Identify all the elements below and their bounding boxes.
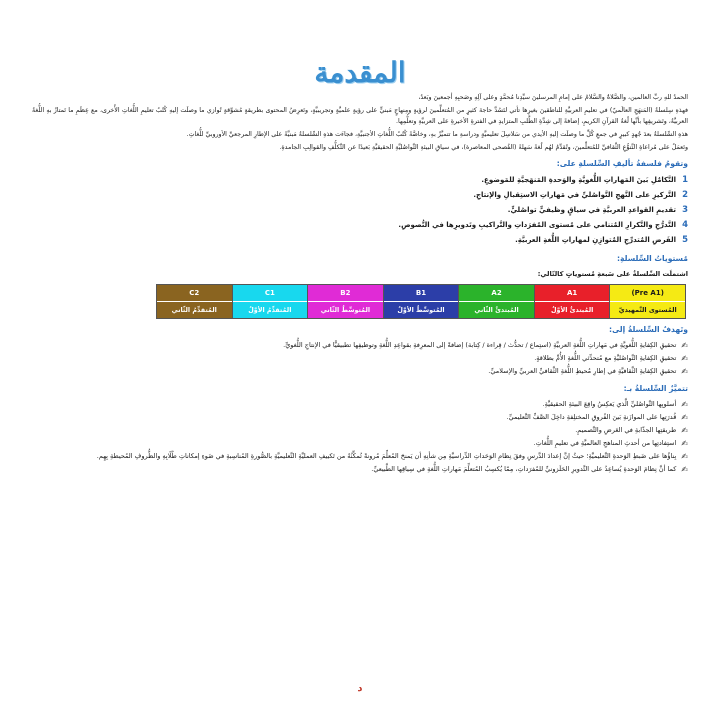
item-text: أسلوبِها التَّواصُليِّ الَّذي يَعكِسُ واقِعَ البيئةِ الحقيقيَّةِ.: [542, 400, 677, 408]
level-code: B2: [340, 289, 351, 297]
level-cell-a1: [534, 285, 610, 318]
level-code: A1: [566, 289, 578, 297]
level-code: (Pre A1): [631, 289, 664, 297]
item-text: تحقيقِ الكِفايةِ اللُّغويَّةِ في مَهاراتِ اللُّغةِ العربيَّةِ (استِماع / تحدُّث / قِراءة / كِتابة) إضافةً إلى المعرِفةِ بقواعِدِ اللُّغةِ وتوظيفِها تطبيقيًّا في الإنتاجِ اللُّغويِّ.: [283, 341, 677, 349]
item-text: التَّكامُلِ بَينَ المَهاراتِ اللُّغويَّةِ والوَحدةِ المَنهَجيَّةِ للمَوضوعِ.: [481, 176, 676, 184]
intro-paragraph-1: فهذهِ سِلسلةُ (المَنهَجِ العالَميّ) في تعليمِ العربيَّةِ للناطقينَ بغيرِها تأتي لتَسُدَّ حاجةَ كثيرٍ من المُتعلِّمينَ لرؤيةٍ ومِنهاجٍ مَبنيٍّ على رؤيةٍ علميَّةٍ وتجريبيَّةٍ، وتَعرِضُ المحتوى بطريقةٍ مُشوِّقةٍ تُوازي ما وصلَت إليهِ كُتُبُ تعليمِ اللُّغاتِ الأُخرى، مع عِظَمِ ما تَمتازُ بهِ اللُّغةُ العربيَّةُ، وتَشريفِها بأنَّها لُغةُ القرآنِ الكريمِ، إضافةً إلى شِدَّةِ الطَّلبِ المتزايدِ في الفترةِ الأخيرةِ على العربيَّةِ وتعلُّمِها.: [32, 107, 688, 125]
level-name: المُستوى التَّمهيديّ: [610, 301, 685, 318]
list-item: [32, 352, 688, 365]
level-cell-pre-a1: [609, 285, 685, 318]
item-number: 3: [682, 205, 688, 215]
list-item: [32, 411, 688, 424]
item-number: 1: [682, 175, 688, 185]
goals-list: [32, 339, 688, 378]
level-cell-c2: [157, 285, 232, 318]
level-name: المُتوسِّطُ الأوَّلُ: [384, 301, 459, 318]
goals-heading: وتَهدفُ السِّلسلةُ إلى:: [609, 325, 688, 334]
item-text: تقديمِ القواعدِ العربيَّةِ في سياقٍ وظيفيٍّ تواصُليٍّ.: [507, 206, 676, 214]
pencil-check-icon: ✍: [681, 400, 688, 409]
item-text: استِفادتِها من أحدثِ المناهجِ العالميَّةِ في تعليمِ اللُّغاتِ.: [533, 439, 677, 447]
intro-paragraph-2: هذهِ السِّلسلةُ بعدَ جُهدٍ كبيرٍ في جمعِ كُلِّ ما وصلَت إليهِ الأيدي من سَلاسِلَ تعليميَّةٍ ودراسةِ ما تتميَّزُ بهِ، وخاصَّةً كُتُبُ اللُّغاتِ الأجنبيَّةِ، فجاءَت هذهِ السِّلسلةُ مَبنيَّةً على الإطارِ المرجعيِّ الأوروبيِّ للُّغاتِ.: [186, 131, 688, 138]
pencil-check-icon: ✍: [681, 354, 688, 363]
level-name: المُبتدئُ الثّاني: [459, 301, 534, 318]
levels-intro: اشتملَت السِّلسلةُ على سَبعةِ مُستوياتٍ كالتّالي:: [537, 270, 688, 278]
pencil-check-icon: ✍: [681, 426, 688, 435]
intro-opening: الحمدُ للهِ ربِّ العالمين، والصَّلاةُ والسَّلامُ على إمامِ المرسلينَ سيِّدِنا مُحمَّدٍ وعلى آلِهِ وصَحبِهِ أجمعينَ وبَعدُ،: [418, 94, 688, 101]
list-item: [32, 188, 688, 203]
level-code: C2: [189, 289, 200, 297]
list-item: [32, 365, 688, 378]
list-item: [32, 424, 688, 437]
item-text: طريقتِها الجذّابةِ في العَرضِ والتَّصميمِ.: [575, 426, 677, 434]
foundations-heading: وتقومُ فلسفةُ تأليفِ السِّلسلةِ على:: [556, 159, 688, 168]
list-item: [32, 173, 688, 188]
features-list: [32, 398, 688, 476]
level-cell-a2: [458, 285, 534, 318]
level-code: B1: [415, 289, 427, 297]
level-name: المُتوسِّطُ الثّاني: [308, 301, 383, 318]
item-text: التَّركيزِ على النَّهجِ التَّواصُليِّ في مَهاراتِ الاستِقبالِ والإنتاجِ.: [473, 191, 676, 199]
pencil-check-icon: ✍: [681, 452, 688, 461]
item-text: الفَرضِ المُتدرِّجِ المُتوازِنِ لمهاراتِ اللُّغةِ العربيَّةِ.: [515, 236, 676, 244]
features-heading: تتميَّزُ السِّلسلةُ بـ:: [623, 384, 688, 393]
page-number: د: [357, 683, 363, 694]
pencil-check-icon: ✍: [681, 439, 688, 448]
level-name: المُتقدِّمُ الأوَّلُ: [233, 301, 308, 318]
pencil-check-icon: ✍: [681, 413, 688, 422]
list-item: [32, 463, 688, 476]
pencil-check-icon: ✍: [681, 341, 688, 350]
level-cell-b1: [383, 285, 459, 318]
level-cell-b2: [307, 285, 383, 318]
item-text: تحقيقِ الكِفايةِ الثَّقافيَّةِ في إطارِ مُحيطِ اللُّغةِ الثَّقافيِّ العربيِّ والإسلاميِّ.: [488, 367, 677, 375]
levels-heading: مُستوياتُ السِّلسلةِ:: [616, 254, 688, 263]
level-code: C1: [264, 289, 275, 297]
list-item: [32, 339, 688, 352]
levels-table: [156, 284, 686, 319]
list-item: [32, 450, 688, 463]
level-name: المُبتدئُ الأوَّلُ: [535, 301, 610, 318]
item-number: 4: [682, 220, 688, 230]
pencil-check-icon: ✍: [681, 465, 688, 474]
list-item: [32, 203, 688, 218]
item-text: قُدرَتِها على الموازَنةِ بَينَ الفُروقِ المختلِفةِ داخِلَ الصَّفِّ التَّعليميِّ.: [506, 413, 677, 421]
level-name: المُتقدِّمُ الثّاني: [157, 301, 232, 318]
item-number: 2: [682, 190, 688, 200]
list-item: [32, 437, 688, 450]
list-item: [32, 218, 688, 233]
item-text: بِناؤُها على ضَبطِ الوَحدةِ التَّعليميَّةِ؛ حيثُ إنَّ إعدادَ الدَّرسِ وفقَ نِظامِ الوَحَداتِ الدِّراسيَّةِ مِن شأنِهِ أن يَمنحَ المُعلِّمَ مُرونةً تُمكِّنُهُ من تَكييفِ العمليَّةِ التَّعليميَّةِ بالصُّورةِ المُناسِبةِ في ضَوءِ إمكاناتِ طُلّابِهِ والظُّروفِ المُحيطةِ بِهِم.: [96, 452, 677, 460]
page: [32, 54, 688, 694]
item-text: التَّدرُّجِ والتَّكرارِ المُتنامي على مُستوى المُفرَداتِ والتَّراكيبِ وتَدويرِها في النُّصوصِ.: [398, 221, 676, 229]
item-number: 5: [682, 235, 688, 245]
item-text: تحقيقِ الكِفايةِ التَّواصُليَّةِ مع مُتحدِّثي اللُّغةِ الأُمِّ بطلاقةٍ.: [534, 354, 677, 362]
intro-paragraph-3: وتَعمَلُ على مُراعاةِ التَّنوُّعِ الثَّقافيِّ للمُتعلِّمينَ، وتُقدِّمُ لهُم لُغةً سَهلةً (الفُصحى المعاصرة)، في سياقِ البيئةِ التَّواصُليَّةِ الحقيقيَّةِ بَعيدًا عن التَّكلُّفِ والقوالِبِ الجامدةِ.: [279, 144, 688, 151]
pencil-check-icon: ✍: [681, 367, 688, 376]
list-item: [32, 398, 688, 411]
foundations-list: [32, 173, 688, 248]
list-item: [32, 233, 688, 248]
level-code: A2: [491, 289, 502, 297]
page-title: المقدمة: [314, 56, 406, 89]
item-text: كما أنَّ نِظامَ الوَحدةِ يُساعِدُ على التَّدويرِ الحَلَزونيِّ للمُفرَداتِ، مِمّا يُكسِبُ المُتعلِّمَ مَهاراتِ اللُّغةِ في سِياقِها الطَّبيعيِّ.: [371, 465, 677, 473]
level-cell-c1: [232, 285, 308, 318]
